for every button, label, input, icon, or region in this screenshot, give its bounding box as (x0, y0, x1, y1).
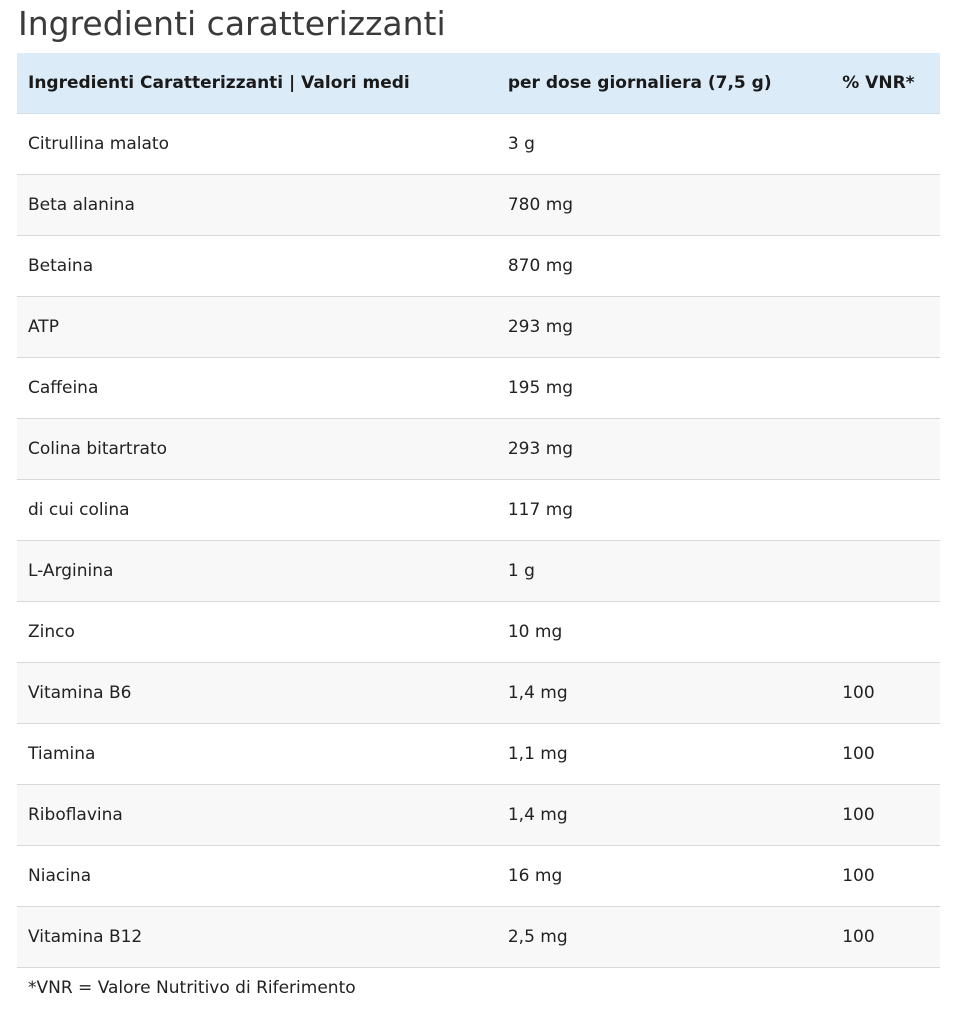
ingredient-vnr: 100 (842, 866, 875, 886)
vnr-footnote: *VNR = Valore Nutritivo di Riferimento (28, 978, 356, 998)
ingredient-vnr: 100 (842, 683, 875, 703)
ingredient-name: ATP (28, 317, 59, 337)
ingredient-name: Betaina (28, 256, 94, 276)
table-row (17, 724, 940, 785)
ingredient-name: Niacina (28, 866, 92, 886)
ingredient-amount: 1,4 mg (507, 805, 568, 825)
ingredient-name: Vitamina B6 (28, 683, 132, 703)
header-vnr: % VNR* (842, 73, 915, 93)
table-row (17, 785, 940, 846)
ingredient-vnr: 100 (842, 805, 875, 825)
ingredient-amount: 780 mg (507, 195, 574, 215)
ingredient-vnr: 100 (842, 744, 875, 764)
ingredient-vnr (831, 175, 940, 236)
ingredient-name: Vitamina B12 (28, 927, 143, 947)
ingredient-amount: 1,1 mg (507, 744, 568, 764)
ingredient-name: Zinco (28, 622, 75, 642)
ingredient-vnr (831, 419, 940, 480)
ingredient-vnr (831, 602, 940, 663)
table-row (17, 602, 940, 663)
ingredient-name: Colina bitartrato (28, 439, 168, 459)
ingredient-vnr (831, 236, 940, 297)
header-daily-dose: per dose giornaliera (7,5 g) (507, 73, 772, 93)
ingredient-amount: 870 mg (507, 256, 574, 276)
ingredient-vnr (831, 114, 940, 175)
ingredient-amount: 293 mg (507, 317, 574, 337)
ingredient-amount: 117 mg (507, 500, 574, 520)
ingredient-vnr: 100 (842, 927, 875, 947)
ingredient-vnr (831, 541, 940, 602)
ingredient-name: Beta alanina (28, 195, 135, 215)
table-row (17, 236, 940, 297)
table-header-row (17, 53, 940, 114)
ingredient-name: di cui colina (28, 500, 130, 520)
table-row (17, 114, 940, 175)
ingredient-amount: 10 mg (507, 622, 563, 642)
ingredient-name: L-Arginina (28, 561, 114, 581)
ingredient-amount: 293 mg (507, 439, 574, 459)
ingredient-vnr (831, 297, 940, 358)
ingredient-name: Riboflavina (28, 805, 123, 825)
ingredient-name: Citrullina malato (28, 134, 169, 154)
ingredient-name: Caffeina (28, 378, 99, 398)
ingredient-amount: 16 mg (507, 866, 563, 886)
table-row (17, 663, 940, 724)
ingredient-amount: 1 g (507, 561, 535, 581)
ingredient-amount: 3 g (507, 134, 535, 154)
table-row (17, 175, 940, 236)
table-row (17, 358, 940, 419)
ingredients-table (17, 53, 940, 968)
ingredient-vnr (831, 358, 940, 419)
ingredient-amount: 2,5 mg (507, 927, 568, 947)
ingredient-name: Tiamina (28, 744, 96, 764)
table-row (17, 907, 940, 968)
ingredient-amount: 195 mg (507, 378, 574, 398)
table-row (17, 541, 940, 602)
table-row (17, 846, 940, 907)
ingredient-amount: 1,4 mg (507, 683, 568, 703)
ingredient-vnr (831, 480, 940, 541)
table-row (17, 480, 940, 541)
header-ingredient: Ingredienti Caratterizzanti | Valori medi (28, 73, 410, 93)
table-row (17, 297, 940, 358)
table-row (17, 419, 940, 480)
page-title: Ingredienti caratterizzanti (18, 4, 446, 43)
